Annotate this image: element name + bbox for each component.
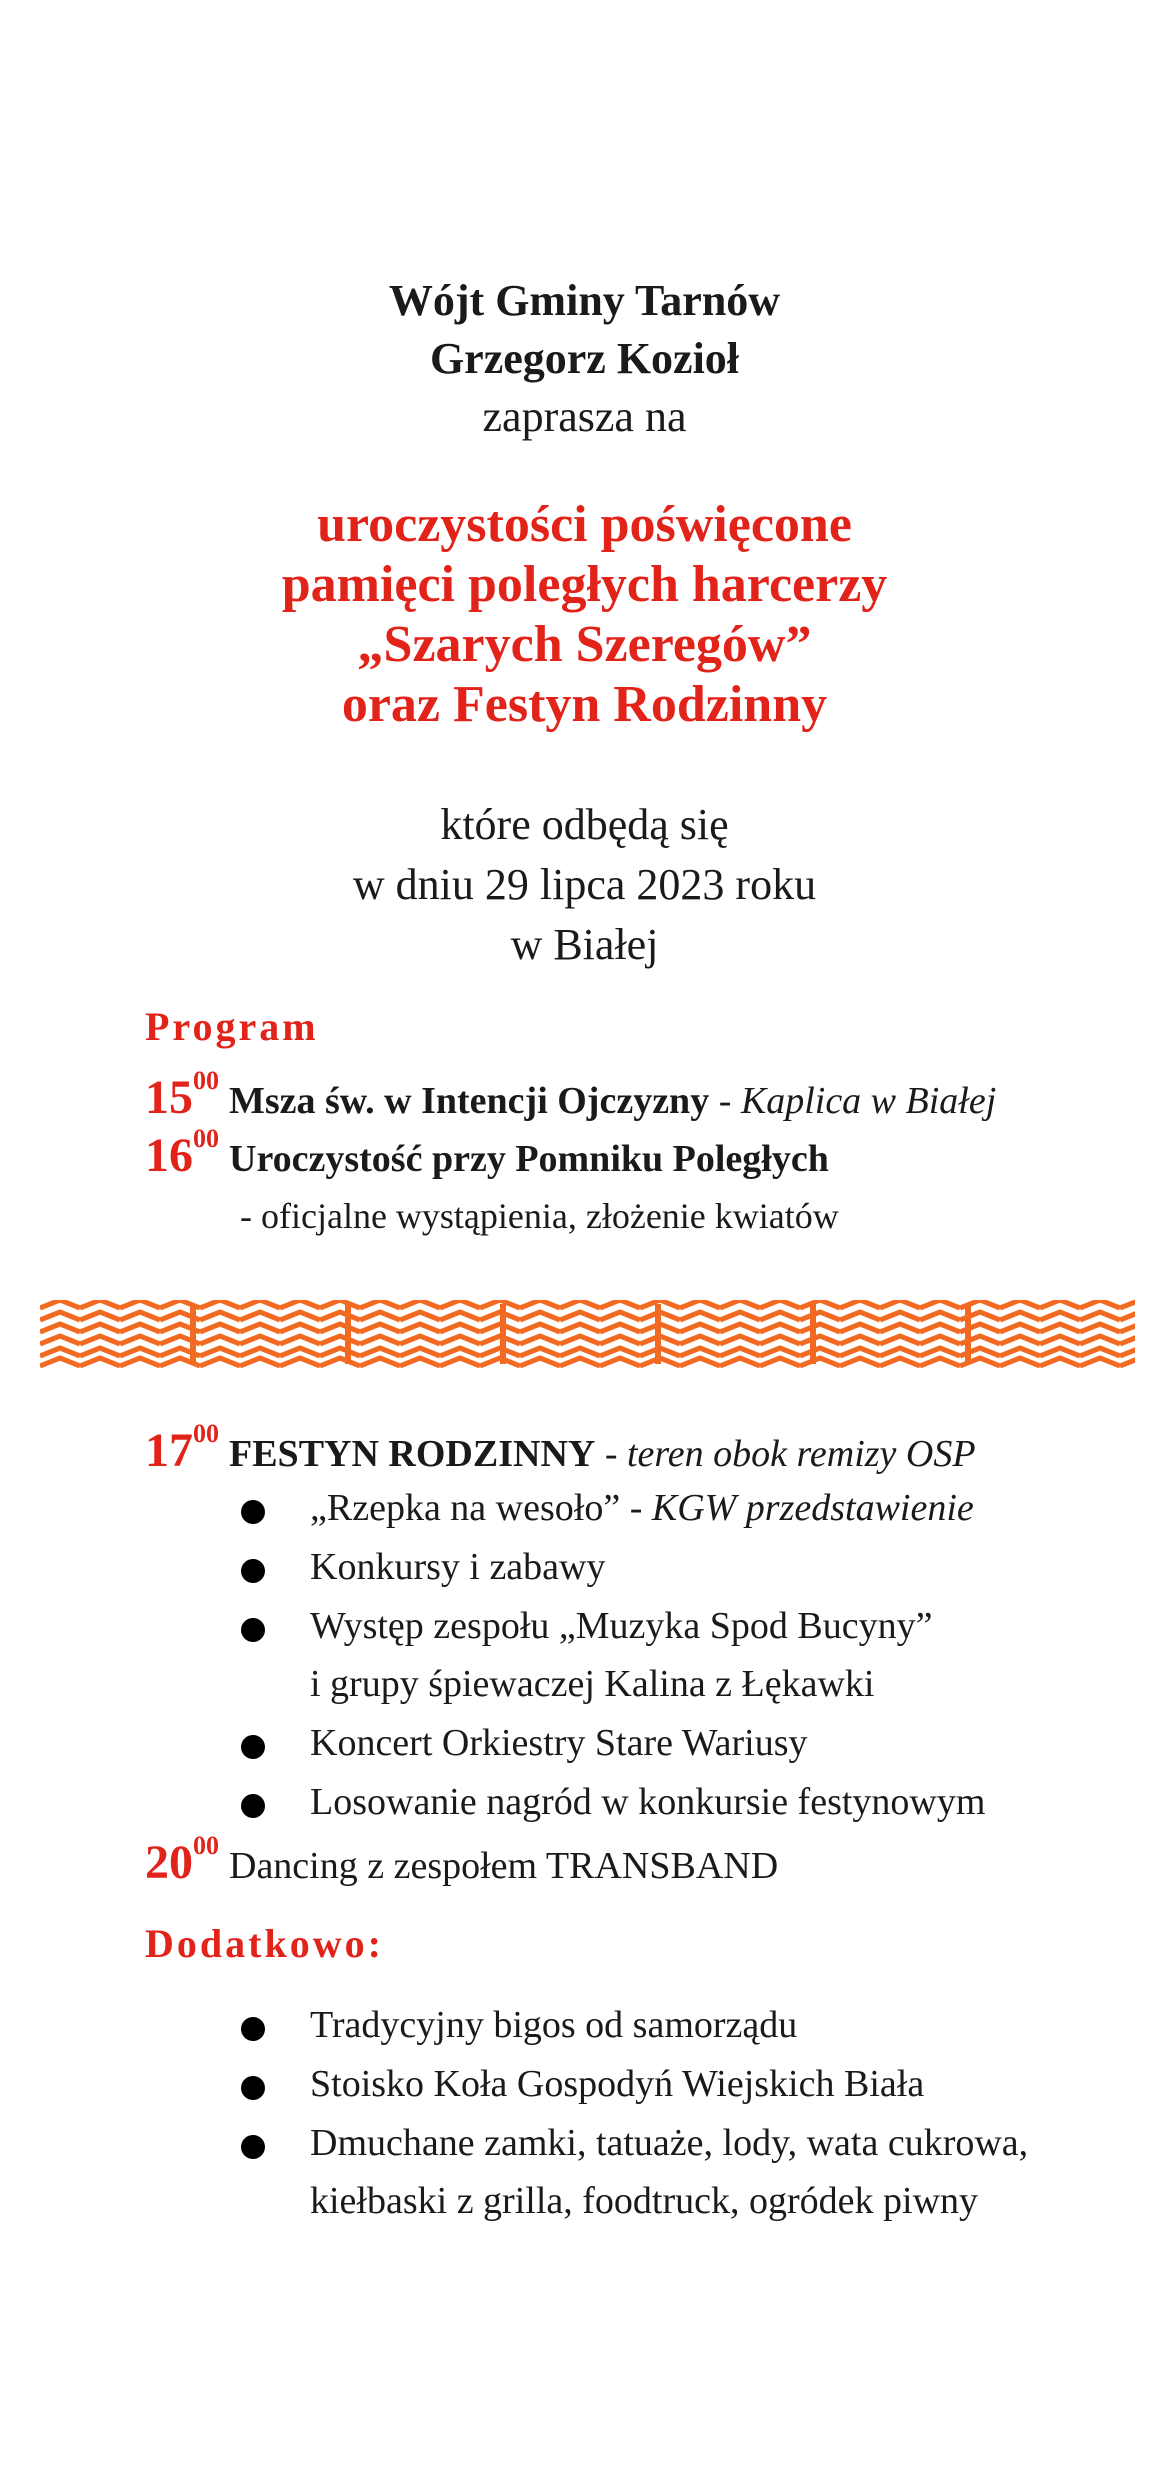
item-name: FESTYN RODZINNY (229, 1433, 596, 1475)
program-heading: Program (145, 1004, 319, 1049)
bullet-icon (241, 1794, 265, 1818)
list-item-continuation: kiełbaski z grilla, foodtruck, ogródek piwny (310, 2180, 979, 2222)
bullet-icon (241, 1559, 265, 1583)
event-place: w Białej (510, 920, 659, 969)
extras-heading: Dodatkowo: (145, 1921, 384, 1966)
zigzag-ornament-icon (40, 1300, 1135, 1368)
bullet-icon (241, 2017, 265, 2041)
invitation-text: zaprasza na (482, 392, 687, 441)
item-time: $15^{00}$ (145, 1066, 219, 1124)
event-title-line: „Szarych Szeregów” (357, 616, 812, 673)
list-item-continuation: i grupy śpiewaczej Kalina z Łękawki (310, 1663, 875, 1705)
bullet-icon (241, 1735, 265, 1759)
event-title-line: pamięci poległych harcerzy (281, 556, 888, 613)
item-place: Kaplica w Białej (740, 1080, 997, 1122)
program-item: $17^{00}$ FESTYN RODZINNY - teren obok remizy OSP (145, 1419, 976, 1477)
event-title (0, 495, 1169, 735)
event-date: w dniu 29 lipca 2023 roku (352, 860, 817, 909)
item-time: $20^{00}$ (145, 1831, 219, 1889)
item-name: Msza św. w Intencji Ojczyzny (229, 1080, 710, 1122)
host-block (0, 272, 1169, 446)
event-title-line: uroczystości poświęcone (317, 496, 852, 553)
bullet-icon (241, 2076, 265, 2100)
program-item (145, 1831, 779, 1890)
program-item (145, 1124, 829, 1183)
item-name: Dancing z zespołem TRANSBAND (229, 1845, 779, 1887)
item-time: $17^{00}$ (145, 1419, 219, 1477)
item-place: teren obok remizy OSP (626, 1433, 976, 1475)
item-subtext: - oficjalne wystąpienia, złożenie kwiatów (240, 1196, 839, 1236)
bullet-icon (241, 2135, 265, 2159)
bullet-icon (241, 1500, 265, 1524)
program-item: $15^{00}$ Msza św. w Intencji Ojczyzny - Kaplica w Białej (145, 1066, 997, 1124)
item-time: $16^{00}$ (145, 1124, 219, 1182)
event-title-line: oraz Festyn Rodzinny (341, 676, 828, 733)
details-line: które odbędą się (440, 800, 729, 849)
bullet-icon (241, 1618, 265, 1642)
event-details (0, 795, 1169, 975)
host-name: Grzegorz Kozioł (429, 334, 740, 383)
host-title: Wójt Gminy Tarnów (388, 276, 781, 325)
item-name: Uroczystość przy Pomniku Poległych (229, 1138, 829, 1180)
